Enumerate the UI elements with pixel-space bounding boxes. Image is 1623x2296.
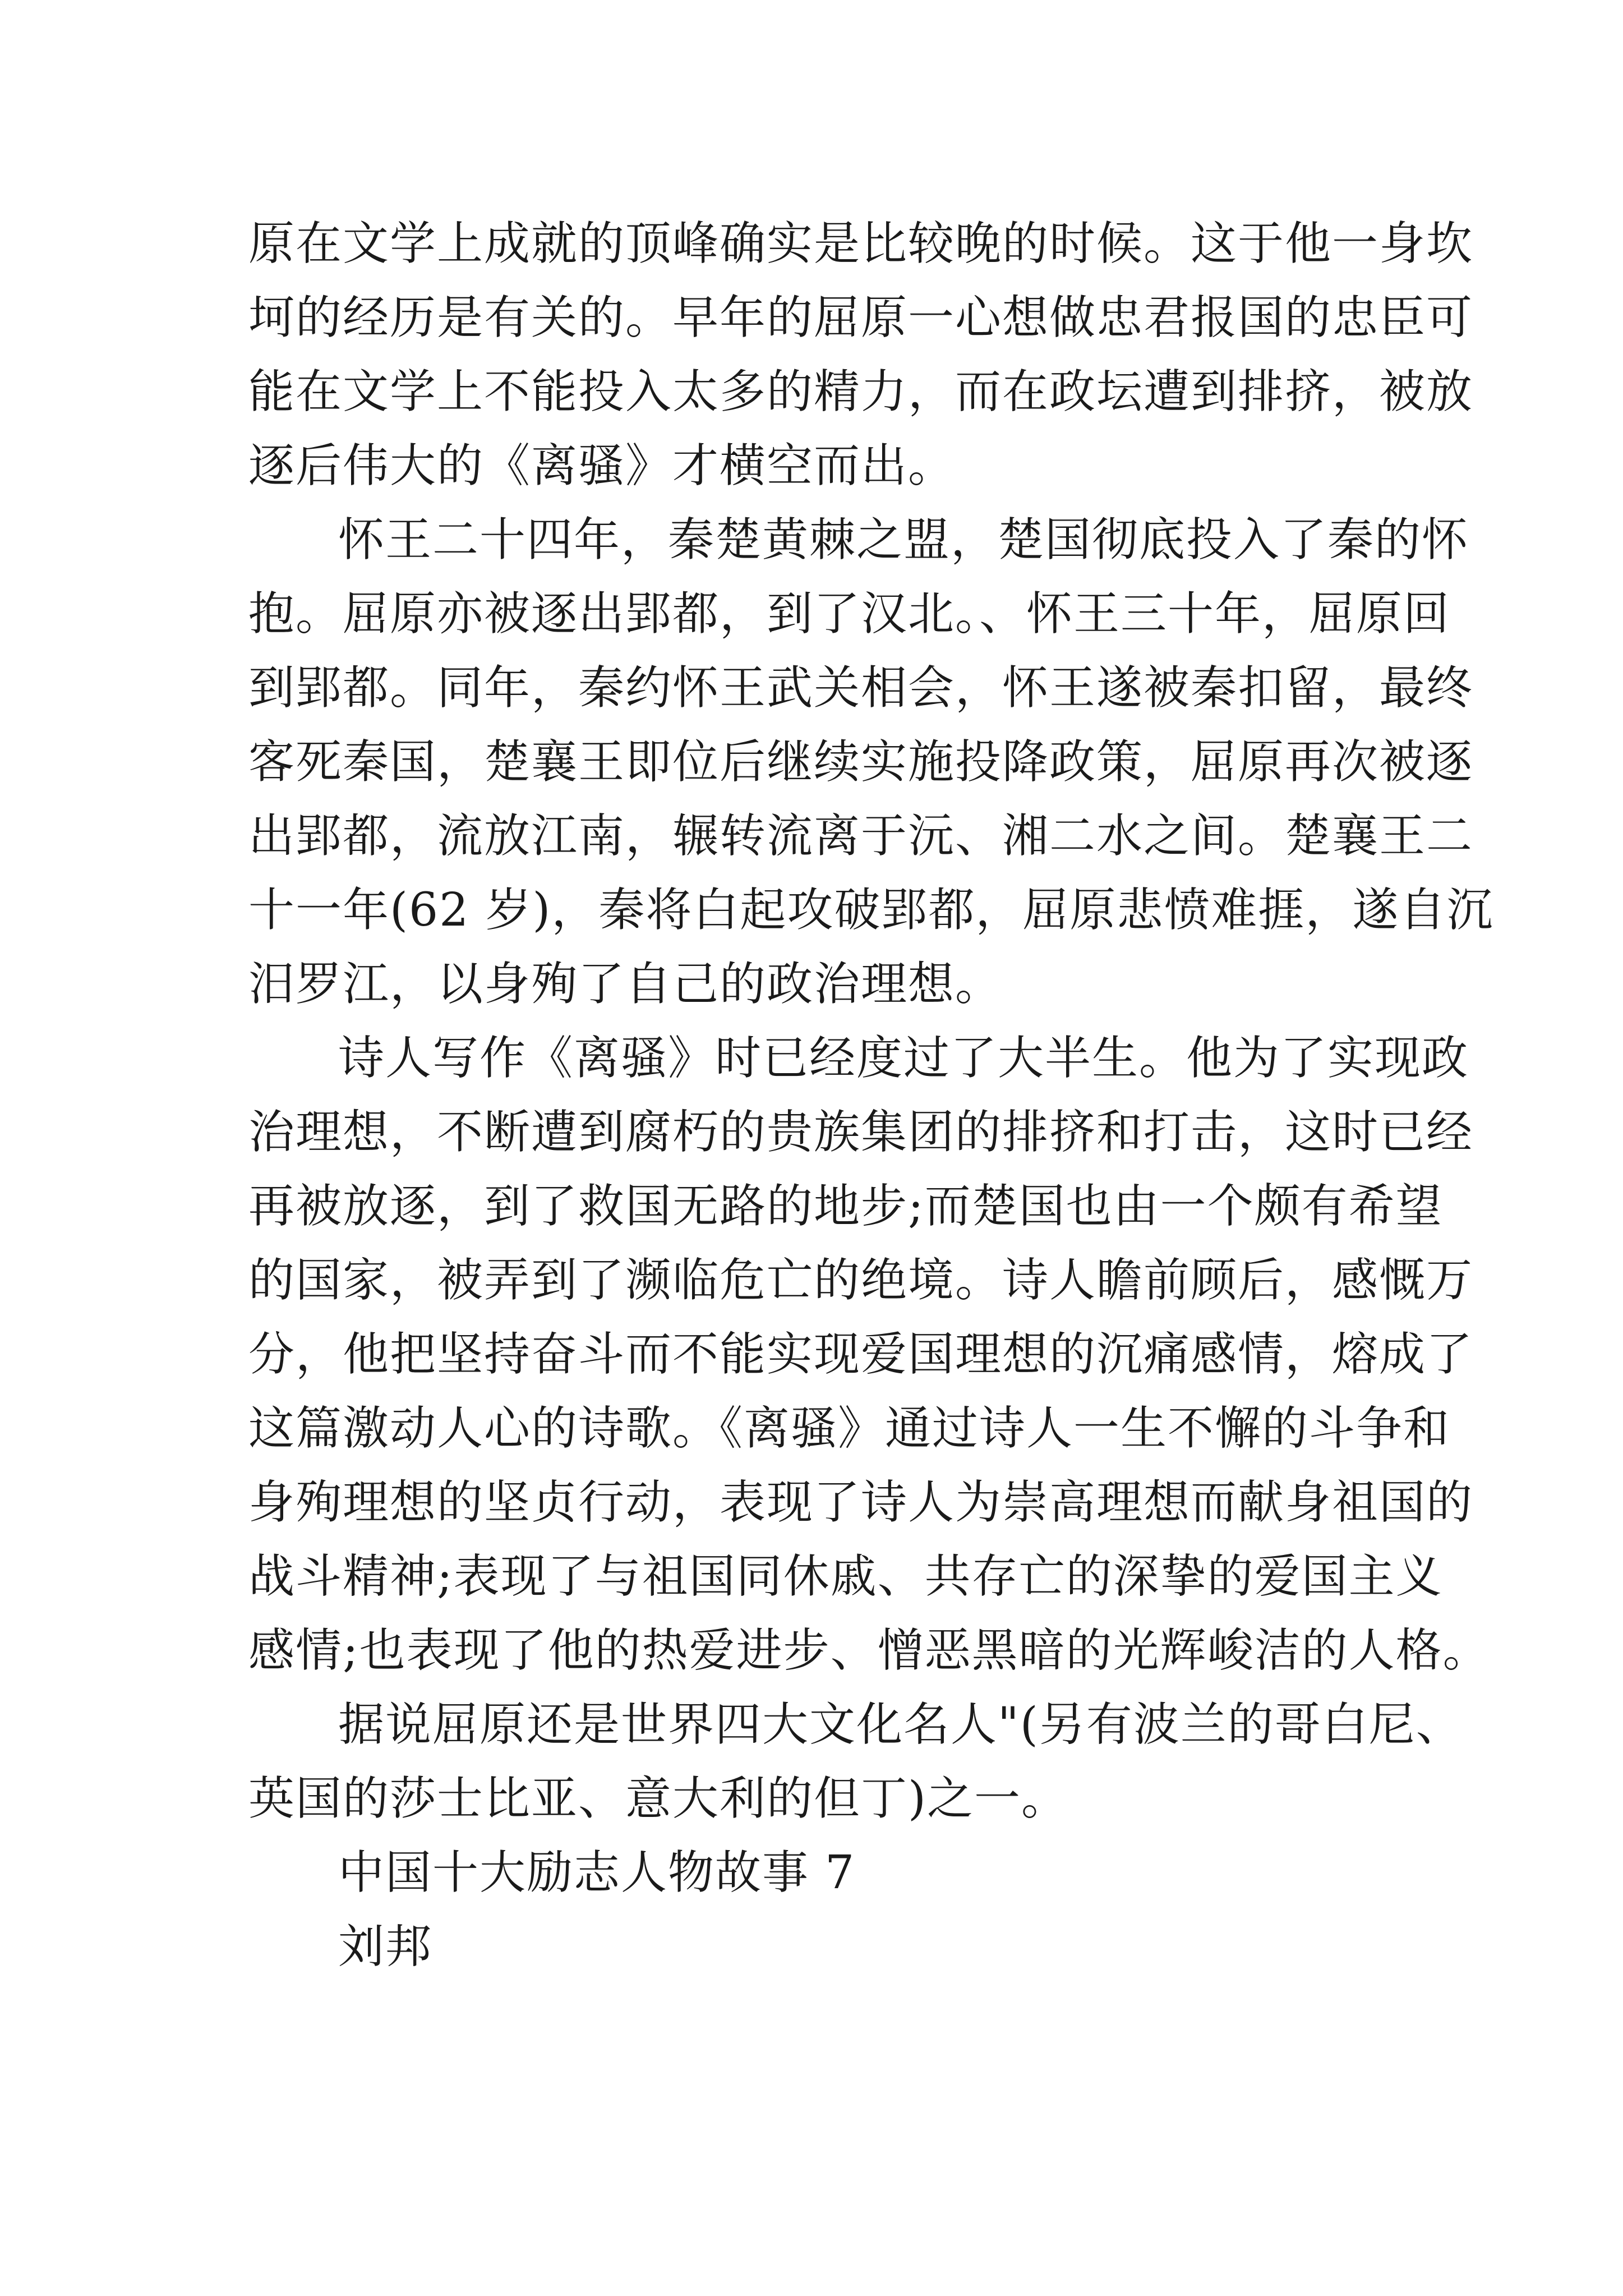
text-line: 十一年(62 岁)，秦将白起攻破郢都，屈原悲愤难捱，遂自沉 xyxy=(248,884,1494,937)
text-line: 据说屈原还是世界四大文化名人"(另有波兰的哥白尼、 xyxy=(338,1698,1463,1751)
text-line: 汨罗江，以身殉了自己的政治理想。 xyxy=(248,958,1003,1011)
text-line: 逐后伟大的《离骚》才横空而出。 xyxy=(248,439,956,493)
text-line: 原在文学上成就的顶峰确实是比较晚的时候。这于他一身坎 xyxy=(248,217,1474,270)
text-line: 怀王二十四年，秦楚黄棘之盟，楚国彻底投入了秦的怀 xyxy=(338,513,1469,567)
text-line: 抱。屈原亦被逐出郢都，到了汉北。、怀王三十年，屈原回 xyxy=(248,587,1451,641)
text-line: 客死秦国，楚襄王即位后继续实施投降政策，屈原再次被逐 xyxy=(248,735,1474,789)
text-line: 再被放逐，到了救国无路的地步;而楚国也由一个颇有希望 xyxy=(248,1180,1443,1233)
text-line: 坷的经历是有关的。早年的屈原一心想做忠君报国的忠臣可 xyxy=(248,291,1474,344)
section-heading: 中国十大励志人物故事 7 xyxy=(338,1846,856,1899)
text-line: 诗人写作《离骚》时已经度过了大半生。他为了实现政 xyxy=(338,1032,1469,1085)
text-line: 治理想，不断遭到腐朽的贵族集团的排挤和打击，这时已经 xyxy=(248,1106,1474,1159)
text-line: 战斗精神;表现了与祖国同休戚、共存亡的深挚的爱国主义 xyxy=(248,1550,1443,1603)
text-line: 的国家，被弄到了濒临危亡的绝境。诗人瞻前顾后，感慨万 xyxy=(248,1254,1474,1307)
text-line: 身殉理想的坚贞行动，表现了诗人为崇高理想而献身祖国的 xyxy=(248,1476,1474,1529)
text-line: 到郢都。同年，秦约怀王武关相会，怀王遂被秦扣留，最终 xyxy=(248,661,1474,715)
text-line: 出郢都，流放江南，辗转流离于沅、湘二水之间。楚襄王二 xyxy=(248,809,1474,863)
text-line: 分，他把坚持奋斗而不能实现爱国理想的沉痛感情，熔成了 xyxy=(248,1328,1474,1381)
text-line: 感情;也表现了他的热爱进步、憎恶黑暗的光辉峻洁的人格。 xyxy=(248,1624,1490,1677)
text-line: 英国的莎士比亚、意大利的但丁)之一。 xyxy=(248,1772,1068,1825)
text-line: 能在文学上不能投入太多的精力，而在政坛遭到排挤，被放 xyxy=(248,365,1474,418)
subheading: 刘邦 xyxy=(338,1920,433,1973)
text-line: 这篇激动人心的诗歌。《离骚》通过诗人一生不懈的斗争和 xyxy=(248,1402,1451,1455)
